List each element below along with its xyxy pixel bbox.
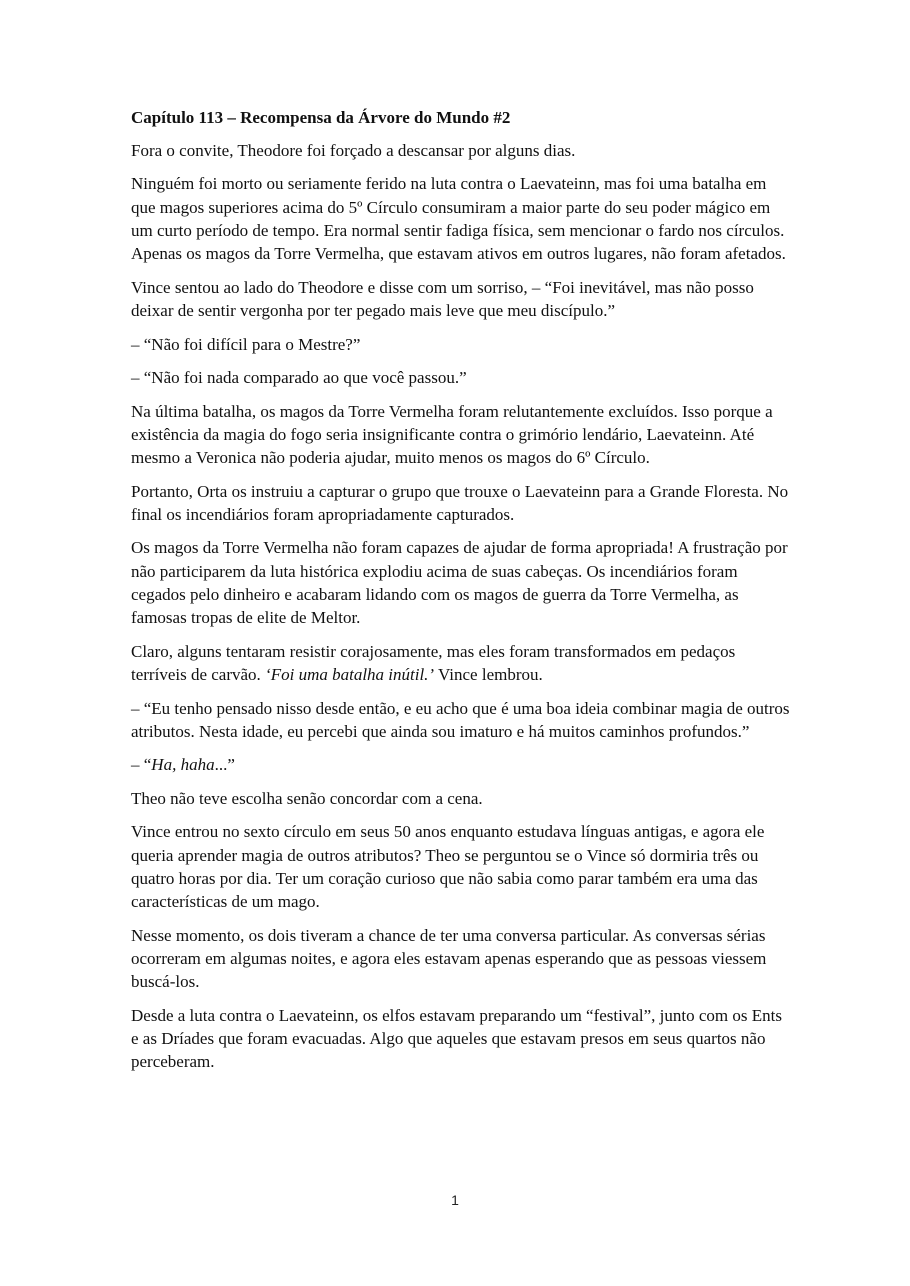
text-run: – “Não foi difícil para o Mestre?” <box>131 334 361 354</box>
text-run: Vince lembrou. <box>434 665 543 685</box>
text-run: Os magos da Torre Vermelha não foram capazes de ajudar de forma apropriada! A frustração por não participarem da luta histórica explodiu acima de suas cabeças. Os incendiários foram cegados pelo dinheiro e acabaram lidando com os magos de guerra da Torre Vermelha, as famosas tropas de elite de Meltor. <box>131 538 788 628</box>
paragraph <box>131 1004 791 1074</box>
page-number: 1 <box>451 1192 459 1208</box>
paragraph <box>131 787 791 810</box>
paragraph <box>131 924 791 994</box>
paragraph <box>131 333 791 356</box>
italic-text: Ha, haha <box>151 755 215 775</box>
text-run: Desde a luta contra o Laevateinn, os elfos estavam preparando um “festival”, junto com os Ents e as Dríades que foram evacuadas. Algo que aqueles que estavam presos em seus quartos não perceberam. <box>131 1005 782 1072</box>
text-run: Na última batalha, os magos da Torre Vermelha foram relutantemente excluídos. Isso porque a existência da magia do fogo seria insignificante contra o grimório lendário, Laevateinn. Até mesmo a Veronica não poderia ajudar, muito menos os magos do 6º Círculo. <box>131 401 773 468</box>
paragraph <box>131 172 791 265</box>
paragraph <box>131 480 791 527</box>
text-run: Theo não teve escolha senão concordar com a cena. <box>131 788 483 808</box>
text-run: Vince sentou ao lado do Theodore e disse com um sorriso, – “Foi inevitável, mas não posso deixar de sentir vergonha por ter pegado mais leve que meu discípulo.” <box>131 277 754 321</box>
text-run: Vince entrou no sexto círculo em seus 50 anos enquanto estudava línguas antigas, e agora ele queria aprender magia de outros atributos? Theo se perguntou se o Vince só dormiria três ou quatro horas por dia. Ter um coração curioso que não sabia como parar também era uma das características de um mago. <box>131 822 765 912</box>
paragraph <box>131 820 791 913</box>
text-run: – “Não foi nada comparado ao que você passou.” <box>131 368 467 388</box>
paragraph <box>131 276 791 323</box>
paragraph <box>131 697 791 744</box>
paragraph <box>131 753 791 776</box>
italic-text: ‘Foi uma batalha inútil.’ <box>265 665 435 685</box>
paragraph <box>131 400 791 470</box>
document-body <box>131 106 791 1084</box>
text-run: Portanto, Orta os instruiu a capturar o grupo que trouxe o Laevateinn para a Grande Floresta. No final os incendiários foram apropriadamente capturados. <box>131 481 789 524</box>
chapter-title: Capítulo 113 – Recompensa da Árvore do Mundo #2 <box>131 108 511 127</box>
paragraph <box>131 139 791 162</box>
paragraph <box>131 366 791 389</box>
text-run: Fora o convite, Theodore foi forçado a descansar por alguns dias. <box>131 141 576 160</box>
text-run: – “Eu tenho pensado nisso desde então, e eu acho que é uma boa ideia combinar magia de outros atributos. Nesta idade, eu percebi que ainda sou imaturo e há muitos caminhos profundos.” <box>131 698 790 741</box>
paragraph <box>131 640 791 687</box>
text-run: ...” <box>214 755 235 775</box>
text-run: Claro, alguns tentaram resistir corajosamente, mas eles foram transformados em pedaços terríveis de carvão. <box>131 641 736 685</box>
text-run: Ninguém foi morto ou seriamente ferido na luta contra o Laevateinn, mas foi uma batalha em que magos superiores acima do 5º Círculo consumiram a maior parte do seu poder mágico em um curto período de tempo. Era normal sentir fadiga física, sem mencionar o fardo nos círculos. Apenas os magos da Torre Vermelha, que estavam ativos em outros lugares, não foram afetados. <box>131 174 786 264</box>
paragraph-list <box>131 139 791 1074</box>
text-run: – “ <box>131 755 152 775</box>
paragraph <box>131 536 791 629</box>
text-run: Nesse momento, os dois tiveram a chance de ter uma conversa particular. As conversas sérias ocorreram em algumas noites, e agora eles estavam apenas esperando que as pessoas viessem buscá-los. <box>131 925 767 992</box>
